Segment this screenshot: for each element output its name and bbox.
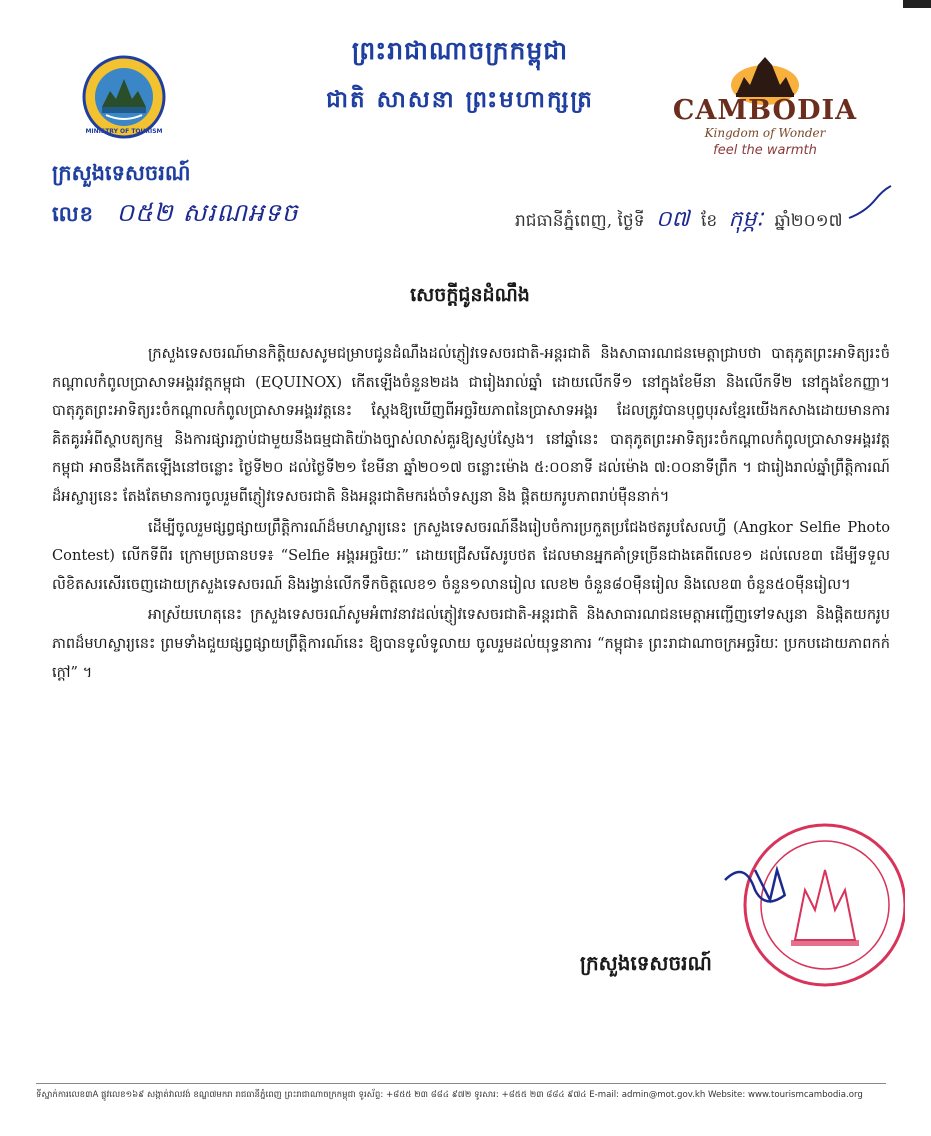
- reference-value: ០៥២ សរណអទច: [116, 198, 299, 227]
- scan-corner-mark: [903, 0, 931, 8]
- paragraph-2: ដើម្បីចូលរួមផ្សព្វផ្សាយព្រឹត្តិការណ៍ដ៏មហស្ចារ្យនេះ ក្រសួងទេសចរណ៍នឹងរៀបចំការប្រកួតប្រជែងថតរូបសែលហ្វី (Angkor Selfie Photo Contest) លើកទីពីរ ក្រោមប្រធានបទ៖ “Selfie អង្គរអច្ឆរិយៈ” ដោយជ្រើសរើសរូបថត ដែលមានអ្នកគាំទ្រច្រើនជាងគេពីលេខ១ ដល់លេខ៣ ដើម្បីទទួលលិខិតសរសើរចេញដោយក្រសួងទេសចរណ៍ និងរង្វាន់លើកទឹកចិត្តលេខ១ ចំនួន១លានរៀល លេខ២ ចំនួន៨០ម៉ឺនរៀល និងលេខ៣ ចំនួន៥០ម៉ឺនរៀល។: [52, 518, 890, 593]
- svg-text:MINISTRY OF TOURISM: MINISTRY OF TOURISM: [85, 128, 163, 135]
- reference-label: លេខ: [52, 201, 94, 226]
- national-motto: ជាតិ សាសនា ព្រះមហាក្សត្រ: [326, 86, 594, 113]
- signature-ministry: ក្រសួងទេសចរណ៍: [580, 951, 712, 975]
- document-title: សេចក្តីជូនដំណឹង: [410, 284, 530, 306]
- date-month: កុម្ភៈ: [728, 207, 764, 232]
- ministry-seal-icon: [82, 55, 166, 139]
- footer-divider: [36, 1083, 886, 1084]
- issuing-ministry: ក្រសួងទេសចរណ៍: [52, 160, 191, 185]
- date-year: ឆ្នាំ២០១៧: [774, 211, 843, 231]
- paragraph-1: ក្រសួងទេសចរណ៍មានកិត្តិយសសូមជម្រាបជូនដំណឹងដល់ភ្ញៀវទេសចរជាតិ-អន្តរជាតិ និងសាធារណជនមេត្តាជ្រាបថា បាតុភូតព្រះអាទិត្យរះចំកណ្តាលកំពូលប្រាសាទអង្គរវត្តកម្ពុជា (EQUINOX) កើតឡើងចំនួន២ដង ជារៀងរាល់ឆ្នាំ ដោយលើកទី១ នៅក្នុងខែមីនា និងលើកទី២ នៅក្នុងខែកញ្ញា។ បាតុភូតព្រះអាទិត្យរះចំកណ្តាលកំពូលប្រាសាទអង្គរវត្តនេះ ស្តែងឱ្យឃើញពីអច្ឆរិយភាពនៃប្រាសាទអង្គរ ដែលត្រូវបានបុព្វបុរសខ្មែរយើងកសាងដោយមានការគិតគូរអំពីស្ថាបត្យកម្ម និងការផ្សារភ្ជាប់ជាមួយនឹងធម្មជាតិយ៉ាងច្បាស់លាស់គួរឱ្យស្ញប់ស្ញែង។ នៅឆ្នាំនេះ បាតុភូតព្រះអាទិត្យរះចំកណ្តាលកំពូលប្រាសាទអង្គរវត្តកម្ពុជា អាចនឹងកើតឡើងនៅចន្លោះ ថ្ងៃទី២០ ដល់ថ្ងៃទី២១ ខែមីនា ឆ្នាំ២០១៧ ចន្លោះម៉ោង ៥:០០នាទី ដល់ម៉ោង ៧:០០នាទីព្រឹក ។ ជារៀងរាល់ឆ្នាំព្រឹត្តិការណ៍ដ៏អស្ចារ្យនេះ តែងតែមានការចូលរួមពីភ្ញៀវទេសចរជាតិ និងអន្តរជាតិមករង់ចាំទស្សនា និង ផ្តិតយករូបភាពរាប់ម៉ឺននាក់។: [52, 345, 890, 505]
- kingdom-heading: ព្រះរាជាណាចក្រកម្ពុជា: [351, 36, 569, 65]
- letter-body: [52, 340, 890, 687]
- paragraph-3: អាស្រ័យហេតុនេះ ក្រសួងទេសចរណ៍សូមអំពាវនាវដល់ភ្ញៀវទេសចរជាតិ-អន្តរជាតិ និងសាធារណជនមេត្តាអញ្ជើញទៅទស្សនា និងផ្តិតយករូបភាពដ៏មហស្ចារ្យនេះ ព្រមទាំងជួយផ្សព្វផ្សាយព្រឹត្តិការណ៍នេះ ឱ្យបានទូលំទូលាយ ចូលរួមដល់យុទ្ធនាការ “កម្ពុជា៖ ព្រះរាជាណាចក្រអច្ឆរិយៈ ប្រកបដោយភាពកក់ក្តៅ” ។: [52, 606, 890, 681]
- reference-number: [52, 198, 298, 234]
- date-prefix: រាជធានីភ្នំពេញ, ថ្ងៃទី: [515, 211, 645, 231]
- footer-contact: ទីស្នាក់ការលេខ៣A ផ្លូវលេខ១៦៩ សង្កាត់វាលវង់ ខណ្ឌ៧មករា រាជធានីភ្នំពេញ ព្រះរាជាណាចក្រកម្ពុជា ទូរស័ព្ទ: +៨៥៥ ២៣ ៨៨៤ ៩៧២ ទូរសារ: +៨៥៥ ២៣ ៨៨៤ ៩៧៤ E-mail: admin@mot.gov.kh Website: www.tourismcambodia.org: [36, 1090, 863, 1100]
- handwritten-stroke-icon: [845, 182, 895, 222]
- date-month-label: ខែ: [700, 211, 718, 231]
- brand-tagline: Kingdom of Wonder: [704, 126, 826, 140]
- date-day: ០៧: [655, 207, 690, 232]
- brand-tagline-2: feel the warmth: [713, 143, 817, 158]
- date-line: [515, 205, 843, 237]
- official-stamp-icon: [715, 800, 905, 1000]
- brand-wordmark: CAMBODIA: [672, 95, 858, 126]
